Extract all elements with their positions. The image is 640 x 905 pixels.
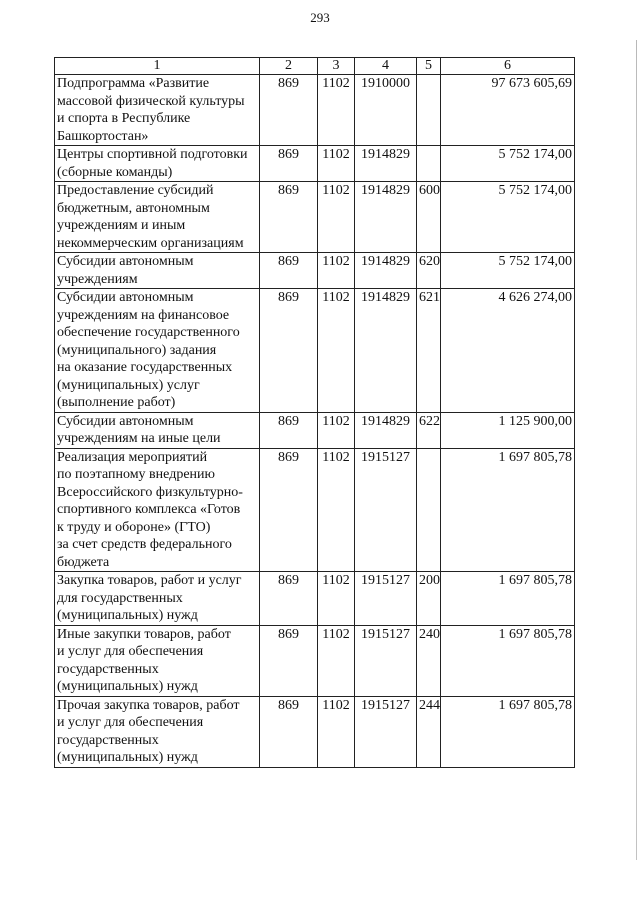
row-name-cell: Прочая закупка товаров, работ и услуг для обеспечения государственных (муниципальных) нужд xyxy=(55,696,260,767)
row-code-3-cell: 1102 xyxy=(318,75,355,146)
row-amount-cell: 5 752 174,00 xyxy=(441,146,575,182)
row-name-cell: Реализация мероприятий по поэтапному внедрению Всероссийского физкультурно- спортивного комплекса «Готов к труду и обороне» (ГТО) за счет средств федерального бюджета xyxy=(55,448,260,572)
table-row xyxy=(55,448,575,572)
row-code-5-cell xyxy=(417,146,441,182)
row-name-cell: Центры спортивной подготовки (сборные команды) xyxy=(55,146,260,182)
row-code-3-cell: 1102 xyxy=(318,146,355,182)
row-name-cell: Субсидии автономным учреждениям на финансовое обеспечение государственного (муниципального) задания на оказание государственных (муниципальных) услуг (выполнение работ) xyxy=(55,289,260,413)
row-code-5-cell: 200 xyxy=(417,572,441,626)
row-code-2-cell: 869 xyxy=(260,572,318,626)
row-code-3-cell: 1102 xyxy=(318,412,355,448)
header-cell-6: 6 xyxy=(441,58,575,75)
row-name-cell: Субсидии автономным учреждениям на иные цели xyxy=(55,412,260,448)
row-code-5-cell xyxy=(417,448,441,572)
row-code-3-cell: 1102 xyxy=(318,625,355,696)
row-amount-cell: 1 697 805,78 xyxy=(441,696,575,767)
row-code-4-cell: 1915127 xyxy=(355,625,417,696)
row-code-2-cell: 869 xyxy=(260,289,318,413)
row-amount-cell: 1 125 900,00 xyxy=(441,412,575,448)
row-amount-cell: 4 626 274,00 xyxy=(441,289,575,413)
row-code-5-cell: 622 xyxy=(417,412,441,448)
row-code-4-cell: 1915127 xyxy=(355,572,417,626)
row-code-2-cell: 869 xyxy=(260,253,318,289)
row-name-cell: Закупка товаров, работ и услуг для государственных (муниципальных) нужд xyxy=(55,572,260,626)
row-code-4-cell: 1910000 xyxy=(355,75,417,146)
row-name-cell: Иные закупки товаров, работ и услуг для обеспечения государственных (муниципальных) нужд xyxy=(55,625,260,696)
table-row xyxy=(55,75,575,146)
row-code-2-cell: 869 xyxy=(260,75,318,146)
table-row xyxy=(55,146,575,182)
budget-table xyxy=(54,57,575,768)
row-code-5-cell: 620 xyxy=(417,253,441,289)
row-code-2-cell: 869 xyxy=(260,182,318,253)
table-row xyxy=(55,182,575,253)
row-code-3-cell: 1102 xyxy=(318,289,355,413)
row-name-cell: Предоставление субсидий бюджетным, автономным учреждениям и иным некоммерческим организациям xyxy=(55,182,260,253)
table-row xyxy=(55,253,575,289)
row-code-2-cell: 869 xyxy=(260,412,318,448)
row-code-4-cell: 1915127 xyxy=(355,448,417,572)
row-amount-cell: 5 752 174,00 xyxy=(441,253,575,289)
row-code-2-cell: 869 xyxy=(260,146,318,182)
row-amount-cell: 1 697 805,78 xyxy=(441,625,575,696)
table-body xyxy=(55,75,575,768)
row-code-4-cell: 1914829 xyxy=(355,146,417,182)
row-amount-cell: 1 697 805,78 xyxy=(441,448,575,572)
row-code-3-cell: 1102 xyxy=(318,182,355,253)
table-row xyxy=(55,572,575,626)
table-row xyxy=(55,625,575,696)
row-code-3-cell: 1102 xyxy=(318,448,355,572)
row-code-3-cell: 1102 xyxy=(318,253,355,289)
row-code-3-cell: 1102 xyxy=(318,696,355,767)
header-cell-3: 3 xyxy=(318,58,355,75)
row-code-3-cell: 1102 xyxy=(318,572,355,626)
row-code-2-cell: 869 xyxy=(260,696,318,767)
row-code-4-cell: 1915127 xyxy=(355,696,417,767)
table-row xyxy=(55,696,575,767)
header-cell-2: 2 xyxy=(260,58,318,75)
row-code-4-cell: 1914829 xyxy=(355,182,417,253)
header-cell-1: 1 xyxy=(55,58,260,75)
row-code-5-cell: 621 xyxy=(417,289,441,413)
header-cell-4: 4 xyxy=(355,58,417,75)
row-amount-cell: 5 752 174,00 xyxy=(441,182,575,253)
row-name-cell: Подпрограмма «Развитие массовой физической культуры и спорта в Республике Башкортостан» xyxy=(55,75,260,146)
row-code-5-cell xyxy=(417,75,441,146)
scan-edge-line xyxy=(636,40,637,860)
row-code-4-cell: 1914829 xyxy=(355,412,417,448)
row-code-2-cell: 869 xyxy=(260,448,318,572)
table-row xyxy=(55,289,575,413)
table-row xyxy=(55,412,575,448)
row-amount-cell: 1 697 805,78 xyxy=(441,572,575,626)
row-code-4-cell: 1914829 xyxy=(355,253,417,289)
row-name-cell: Субсидии автономным учреждениям xyxy=(55,253,260,289)
row-code-5-cell: 244 xyxy=(417,696,441,767)
row-code-5-cell: 240 xyxy=(417,625,441,696)
header-cell-5: 5 xyxy=(417,58,441,75)
header-row xyxy=(55,58,575,75)
row-code-4-cell: 1914829 xyxy=(355,289,417,413)
page-number: 293 xyxy=(310,10,330,25)
row-code-5-cell: 600 xyxy=(417,182,441,253)
row-code-2-cell: 869 xyxy=(260,625,318,696)
row-amount-cell: 97 673 605,69 xyxy=(441,75,575,146)
